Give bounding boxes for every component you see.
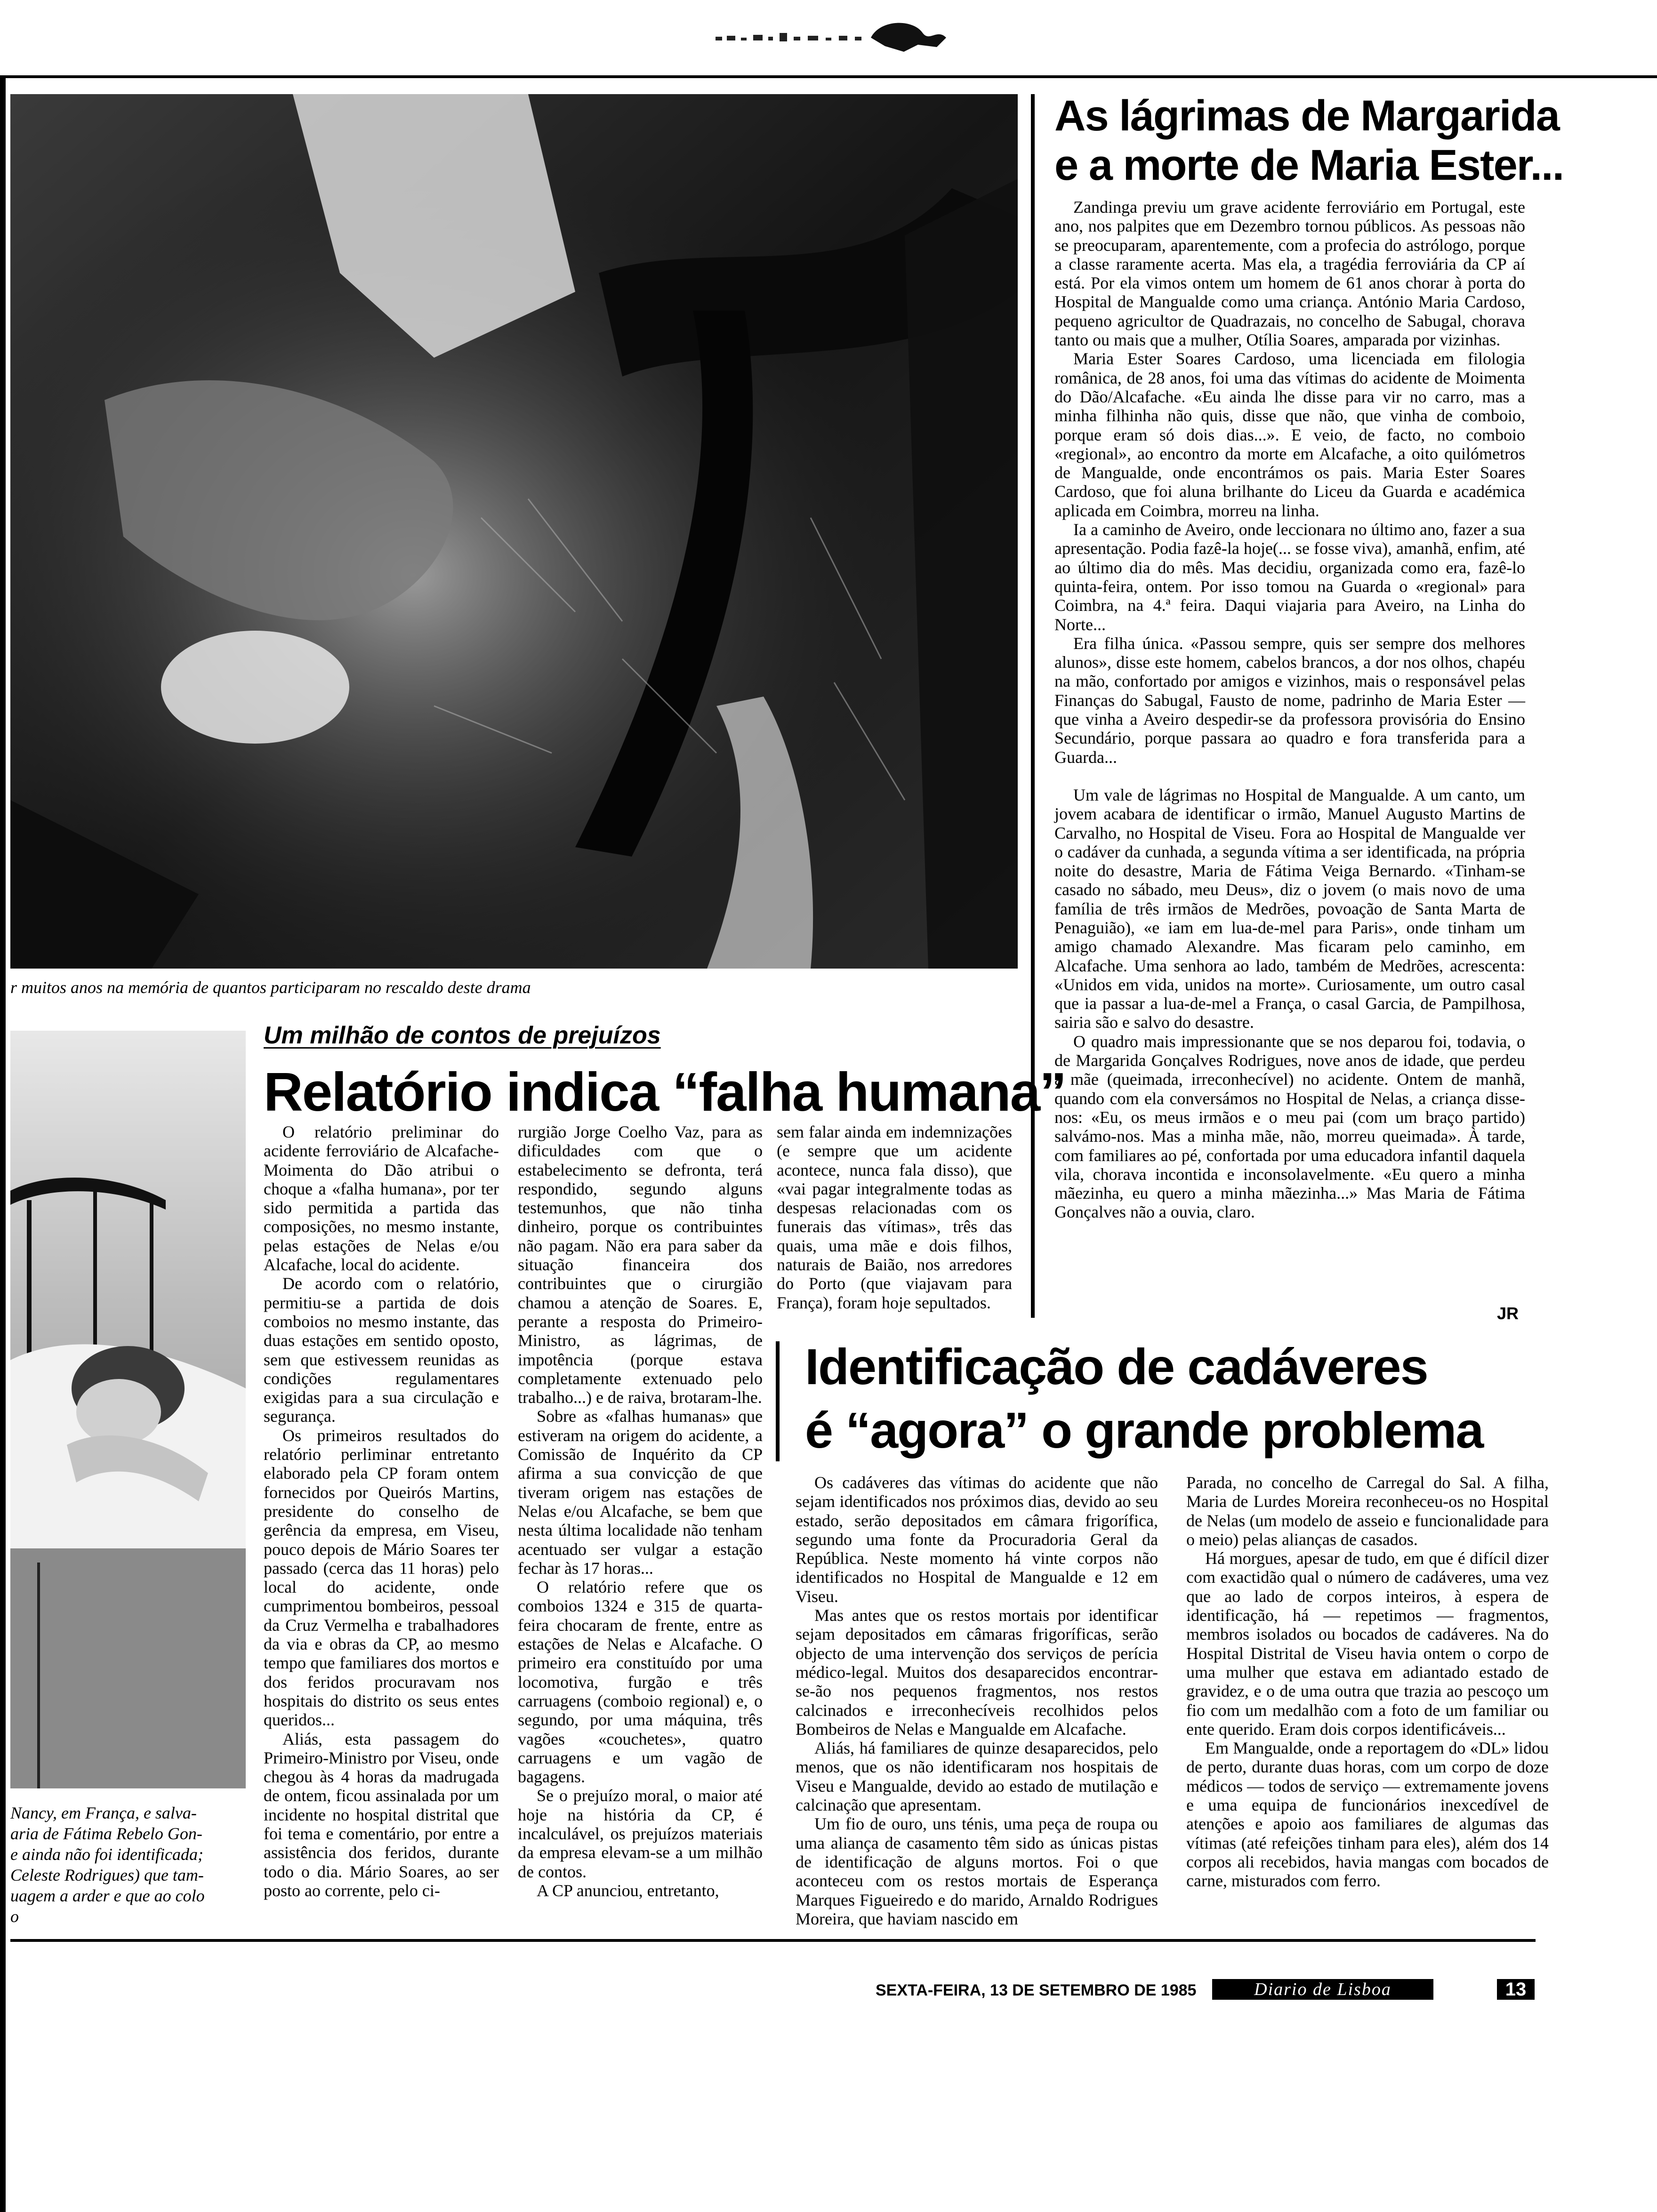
lower-photo-caption <box>10 1803 232 1927</box>
relatorio-paragraph: De acordo com o relatório, permitiu-se a partida de dois comboios no mesmo instante, das duas estações em sentido oposto, sem que estivessem reunidas as condições regulamentares exigidas para a sua circulação e segurança. <box>264 1274 499 1426</box>
caption-line: uagem a arder e que ao colo <box>10 1886 205 1905</box>
header-scan-mark-icon <box>716 19 960 56</box>
margarida-body <box>1054 198 1525 1294</box>
identificacao-paragraph: Mas antes que os restos mortais por identificar sejam depositados em câmaras frigoríficas, serão objecto de uma intervenção dos serviços de perícia médico-legal. Muitos dos desaparecidos encontrar-se-ão nos pequenos fragmentos, nos restos calcinados e irreconhecíveis recolhidos pelos Bombeiros de Nelas e Mangualde em Alcafache. <box>796 1606 1158 1739</box>
relatorio-col3 <box>777 1122 1012 1312</box>
caption-line: Nancy, em França, e salva- <box>10 1803 197 1822</box>
identificacao-title-line1: Identificação de cadáveres <box>805 1338 1428 1395</box>
caption-line: Celeste Rodrigues) que tam- <box>10 1866 204 1884</box>
relatorio-col2 <box>518 1122 763 1932</box>
bottom-rule <box>10 1939 1536 1942</box>
top-rule <box>0 75 1657 78</box>
relatorio-paragraph: O relatório refere que os comboios 1324 e 315 de quarta-feira chocaram de frente, entre as estações de Nelas e Alcafache. O primeiro era constituído por uma locomotiva, furgão e três carruagens (comboio regional) e, o segundo, por uma máquina, três vagões «couchetes», quatro carruagens e um vagão de bagagens. <box>518 1578 763 1787</box>
relatorio-paragraph: Se o prejuízo moral, o maior até hoje na história da CP, é incalculável, os prejuízos materiais da empresa elevam-se a um milhão de contos. <box>518 1786 763 1881</box>
main-photo-caption: r muitos anos na memória de quantos participaram no rescaldo deste drama <box>10 978 531 997</box>
footer-date: SEXTA-FEIRA, 13 DE SETEMBRO DE 1985 <box>876 1981 1197 1999</box>
relatorio-paragraph: Aliás, esta passagem do Primeiro-Ministro por Viseu, onde chegou às 4 horas da madrugada de ontem, ficou assinalada por um incidente no hospital distrital que foi tema e comentário, por entre a assistência dos feridos, durante todo o dia. Mário Soares, ao ser posto ao corrente, pelo ci- <box>264 1729 499 1900</box>
identificacao-paragraph: Há morgues, apesar de tudo, em que é difícil dizer com exactidão qual o número de cadáveres, uma vez que ao lado de corpos inteiros, à espera de identificação, há — repetimos — fragmentos, membros isolados ou bocados de cadáveres. Na do Hospital Distrital de Viseu havia ontem o corpo de uma mulher que estava em adiantado estado de gravidez, e o de uma outra que trazia ao pescoço um fio com um medalhão com a foto de um familiar ou ente querido. Eram dois corpos identificáveis... <box>1186 1549 1549 1739</box>
identificacao-paragraph: Um fio de ouro, uns ténis, uma peça de roupa ou uma aliança de casamento têm sido as únicas pistas de identificação de alguns mortos. Foi o que aconteceu com os restos mortais de Esperança Marques Figueiredo e do marido, Arnaldo Rodrigues Moreira, que haviam nascido em <box>796 1814 1158 1928</box>
margarida-paragraph: O quadro mais impressionante que se nos deparou foi, todavia, o de Margarida Gonçalves Rodrigues, nove anos de idade, que perdeu a mãe (queimada, irreconhecível) no acidente. Ontem de manhã, quando com ela conversámos no Hospital de Nelas, a criança disse-nos: «Eu, os meus irmãos e o meu pai (com um braço partido) salvámo-nos. Mas a minha mãe, não, morreu queimada». À tarde, com familiares ao pé, confortada por uma educadora infantil daquela vila, chorava incontida e inconsolavelmente. «Eu quero a minha mãezinha, eu quero a minha mãezinha...» Mas Maria de Fátima Gonçalves não a ouvia, claro. <box>1054 1032 1525 1222</box>
identificacao-col2 <box>1186 1473 1549 1925</box>
identificacao-paragraph: Parada, no concelho de Carregal do Sal. A filha, Maria de Lurdes Moreira reconheceu-os no Hospital de Nelas (um modelo de asseio e funcionalidade para o meio) pelas alianças de casados. <box>1186 1473 1549 1549</box>
relatorio-kicker: Um milhão de contos de prejuízos <box>264 1022 661 1049</box>
relatorio-paragraph: rurgião Jorge Coelho Vaz, para as dificuldades com que o estabelecimento se defronta, terá respondido, segundo alguns testemunhos, que não tinha dinheiro, porque os contribuintes não pagam. Não era para saber da situação financeira dos contribuintes que o cirurgião chamou a atenção de Soares. E, perante a resposta do Primeiro-Ministro, as lágrimas, de impotência (porque estava completamente extenuado pelo trabalho...) e de raiva, brotaram-lhe. <box>518 1122 763 1407</box>
identificacao-title-line2: é “agora” o grande problema <box>805 1402 1483 1459</box>
caption-line: e ainda não foi identificada; <box>10 1845 203 1864</box>
hospital-bed-photo <box>10 1031 246 1788</box>
footer-masthead: Diario de Lisboa <box>1212 1979 1433 2000</box>
relatorio-paragraph: Sobre as «falhas humanas» que estiveram na origem do acidente, a Comissão de Inquérito da CP afirma a sua convicção de que tiveram origem nas estações de Nelas e/ou Alcafache, se bem que nesta última localidade não tenham acentuado ser vulgar a estação fechar às 17 horas... <box>518 1407 763 1578</box>
footer-page-number: 13 <box>1497 1979 1535 2000</box>
left-margin-edge <box>0 78 6 2212</box>
relatorio-paragraph: O relatório preliminar do acidente ferroviário de Alcafache-Moimenta do Dão atribui o choque a «falha humana», por ter sido permitida a partida das composições, no mesmo instante, pelas estações de Nelas e/ou Alcafache, local do acidente. <box>264 1122 499 1274</box>
identificacao-col1 <box>796 1473 1158 1928</box>
identificacao-paragraph: Os cadáveres das vítimas do acidente que não sejam identificados nos próximos dias, devido ao seu estado, serão depositados em câmara frigorífica, segundo uma fonte da Procuradoria Geral da República. Neste momento há vinte corpos não identificados no Hospital de Mangualde e 12 em Viseu. <box>796 1473 1158 1606</box>
margarida-title-line2: e a morte de Maria Ester... <box>1054 141 1564 189</box>
margarida-paragraph: Ia a caminho de Aveiro, onde leccionara no último ano, fazer a sua apresentação. Podia fazê-la hoje(... se fosse viva), amanhã, enfim, até ao último dia do mês. Mas decidiu, organizada como era, fazê-lo quinta-feira, ontem. Por isso tomou na Guarda o «regional» para Coimbra, na 4.ª feira. Daqui viajaria para Aveiro, na Linha do Norte... <box>1054 520 1525 634</box>
margarida-paragraph: Era filha única. «Passou sempre, quis ser sempre dos melhores alunos», disse este homem, cabelos brancos, a dor nos olhos, chapéu na mão, confortado por amigos e vizinhos, mais o responsável pelas Finanças do Sabugal, Fausto de nome, padrinho de Maria Ester — que vinha a Aveiro despedir-se da professora provisória do Ensino Secundário, porque passara ao quadro e fora transferida para a Guarda... <box>1054 633 1525 767</box>
identificacao-paragraph: Aliás, há familiares de quinze desaparecidos, pelo menos, que os não identificaram nos hospitais de Viseu e Mangualde, devido ao estado de mutilação e calcinação que apresentam. <box>796 1739 1158 1815</box>
main-accident-photo <box>10 94 1018 969</box>
relatorio-col1 <box>264 1122 499 1932</box>
margarida-paragraph: Maria Ester Soares Cardoso, uma licenciada em filologia românica, de 28 anos, foi uma das vítimas do acidente de Moimenta do Dão/Alcafache. «Eu ainda lhe disse para vir no carro, mas a minha filhinha não quis, disse que não, que vinha de comboio, porque eram só dois dias...». E veio, de facto, no comboio «regional», ao encontro da morte em Alcafache, a oito quilómetros de Mangualde, onde encontrámos os pais. Maria Ester Soares Cardoso, que foi aluna brilhante do Liceu da Guarda e académica aplicada em Coimbra, morreu na linha. <box>1054 349 1525 520</box>
margarida-title-line1: As lágrimas de Margarida <box>1054 92 1559 140</box>
caption-line: aria de Fátima Rebelo Gon- <box>10 1824 202 1843</box>
relatorio-paragraph: A CP anunciou, entretanto, <box>537 1881 719 1900</box>
margarida-paragraph: Zandinga previu um grave acidente ferroviário em Portugal, este ano, nos palpites que em Dezembro tornou públicos. As pessoas não se preocuparam, aparentemente, com a profecia do astrólogo, porque a classe raramente acerta. Mas ela, a tragédia ferroviária da CP aí está. Por ela vimos ontem um homem de 61 anos chorar à porta do Hospital de Mangualde como uma criança. António Maria Cardoso, pequeno agricultor de Quadrazais, no concelho de Sabugal, chorava tanto ou mais que a mulher, Otília Soares, amparada por vizinhas. <box>1054 198 1525 350</box>
relatorio-title: Relatório indica “falha humana” <box>264 1061 1066 1122</box>
caption-line: o <box>10 1907 19 1926</box>
identificacao-side-rule <box>776 1341 780 1461</box>
margarida-side-rule <box>1031 94 1035 1318</box>
identificacao-paragraph: Em Mangualde, onde a reportagem do «DL» lidou de perto, durante duas horas, com um corpo de doze médicos — todos de serviço — extremamente jovens e uma equipa de funcionários inexcedível de atenções e apoio aos familiares de algumas das vítimas (até refeições tinham para eles), além dos 14 corpos ali recebidos, havia mangas com bocados de carne, misturados com ferro. <box>1186 1739 1549 1891</box>
relatorio-paragraph: Os primeiros resultados do relatório perliminar entretanto elaborado pela CP foram ontem fornecidos por Queirós Martins, presidente do conselho de gerência da empresa, em Viseu, pouco depois de Mário Soares ter passado (cerca das 11 horas) pelo local do acidente, onde cumprimentou bombeiros, pessoal da Cruz Vermelha e trabalhadores da via e obras da CP, ao mesmo tempo que familiares dos mortos e dos feridos procuravam nos hospitais do distrito os seus entes queridos... <box>264 1426 499 1730</box>
relatorio-paragraph: sem falar ainda em indemnizações (e sempre que um acidente acontece, nunca fala disso), que «vai pagar integralmente todas as despesas relacionadas com os funerais das vítimas», três das quais, uma mãe e dois filhos, naturais de Baião, nos arredores do Porto (que viajavam para França), foram hoje sepultados. <box>777 1122 1012 1312</box>
margarida-paragraph: Um vale de lágrimas no Hospital de Mangualde. A um canto, um jovem acabara de identificar o irmão, Manuel Augusto Martins de Carvalho, no Hospital de Viseu. Fora ao Hospital de Mangualde ver o cadáver da cunhada, a segunda vítima a ser identificada, na própria noite do desastre, Maria de Fátima Veiga Bernardo. «Tinham-se casado no sábado, meu Deus», diz o jovem (o mais novo de uma família de três irmãos de Medrões, povoação de Santa Marta de Penaguião), «e iam em lua-de-mel para Paris», onde tinham um amigo chamado Alexandre. Mas ficaram pelo caminho, em Alcafache. Uma senhora ao lado, também de Medrões, acrescenta: «Unidos em vida, unidos na morte». Curiosamente, um outro casal que ia passar a lua-de-mel a França, o casal Garcia, de Pampilhosa, sairia são e salvo do desastre. <box>1054 785 1525 1032</box>
margarida-signature: JR <box>1497 1304 1519 1323</box>
